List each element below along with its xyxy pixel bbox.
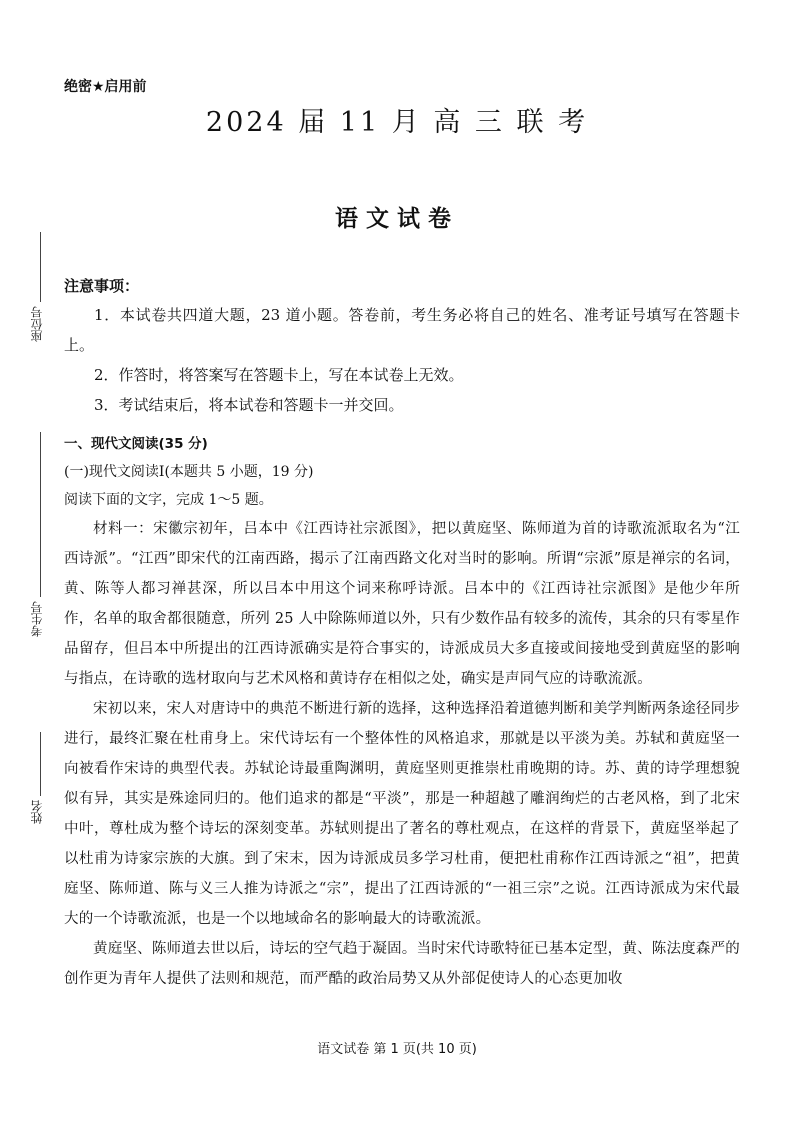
exam-content bbox=[64, 272, 740, 994]
page-footer: 语文试卷 第 1 页(共 10 页) bbox=[317, 1042, 477, 1057]
confidential-label: 绝密★启用前 bbox=[64, 79, 147, 95]
notice-item: 2．作答时，将答案写在答题卡上，写在本试卷上无效。 bbox=[94, 366, 464, 384]
notice-item: 3．考试结束后，将本试卷和答题卡一并交回。 bbox=[94, 396, 404, 414]
exam-number-label: 考生号 bbox=[30, 601, 44, 637]
subsection-title: (一)现代文阅读Ⅰ(本题共 5 小题，19 分) bbox=[64, 464, 314, 480]
reading-instruction: 阅读下面的文字，完成 1～5 题。 bbox=[64, 492, 273, 508]
exam-number-line[interactable] bbox=[40, 432, 41, 597]
name-label: 姓名 bbox=[30, 800, 44, 824]
section-title: 一、现代文阅读(35 分) bbox=[64, 436, 208, 452]
passage-paragraph: 材料一：宋徽宗初年，吕本中《江西诗社宗派图》，把以黄庭坚、陈师道为首的诗歌流派取名为“江西诗派”。“江西”即宋代的江南西路，揭示了江南西路文化对当时的影响。所谓“宗派”原是禅宗的名词，黄、陈等人都习禅甚深，所以吕本中用这个词来称呼诗派。吕本中的《江西诗社宗派图》是他少年所作，名单的取舍都很随意，所列 25 人中除陈师道以外，只有少数作品有较多的流传，其余的只有零星作品留存，但吕本中所提出的江西诗派确实是符合事实的，诗派成员大多直接或间接地受到黄庭坚的影响与指点，在诗歌的选材取向与艺术风格和黄诗存在相似之处，确实是声同气应的诗歌流派。 bbox=[64, 521, 740, 687]
subject-title: 语文试卷 bbox=[335, 206, 459, 232]
seat-number-line[interactable] bbox=[40, 232, 41, 302]
notice-heading: 注意事项： bbox=[64, 277, 140, 295]
notice-item: 1．本试卷共四道大题，23 道小题。答卷前，考生务必将自己的姓名、准考证号填写在答题卡上。 bbox=[64, 306, 740, 354]
exam-title: 2024 届 11 月 高 三 联 考 bbox=[205, 107, 589, 138]
passage-paragraph: 黄庭坚、陈师道去世以后，诗坛的空气趋于凝固。当时宋代诗歌特征已基本定型，黄、陈法度森严的创作更为青年人提供了法则和规范，而严酷的政治局势又从外部促使诗人的心态更加收 bbox=[64, 941, 740, 987]
passage-paragraph: 宋初以来，宋人对唐诗中的典范不断进行新的选择，这种选择沿着道德判断和美学判断两条途径同步进行，最终汇聚在杜甫身上。宋代诗坛有一个整体性的风格追求，那就是以平淡为美。苏轼和黄庭坚一向被看作宋诗的典型代表。苏轼论诗最重陶渊明，黄庭坚则更推崇杜甫晚期的诗。苏、黄的诗学理想貌似有异，其实是殊途同归的。他们追求的都是“平淡”，那是一种超越了雕润绚烂的古老风格，到了北宋中叶，尊杜成为整个诗坛的深刻变革。苏轼则提出了著名的尊杜观点，在这样的背景下，黄庭坚举起了以杜甫为诗家宗族的大旗。到了宋末，因为诗派成员多学习杜甫，便把杜甫称作江西诗派之“祖”，把黄庭坚、陈师道、陈与义三人推为诗派之“宗”，提出了江西诗派的“一祖三宗”之说。江西诗派成为宋代最大的一个诗歌流派，也是一个以地域命名的影响最大的诗歌流派。 bbox=[64, 701, 740, 927]
seat-number-label: 座位号 bbox=[30, 306, 44, 342]
name-line[interactable] bbox=[40, 732, 41, 796]
